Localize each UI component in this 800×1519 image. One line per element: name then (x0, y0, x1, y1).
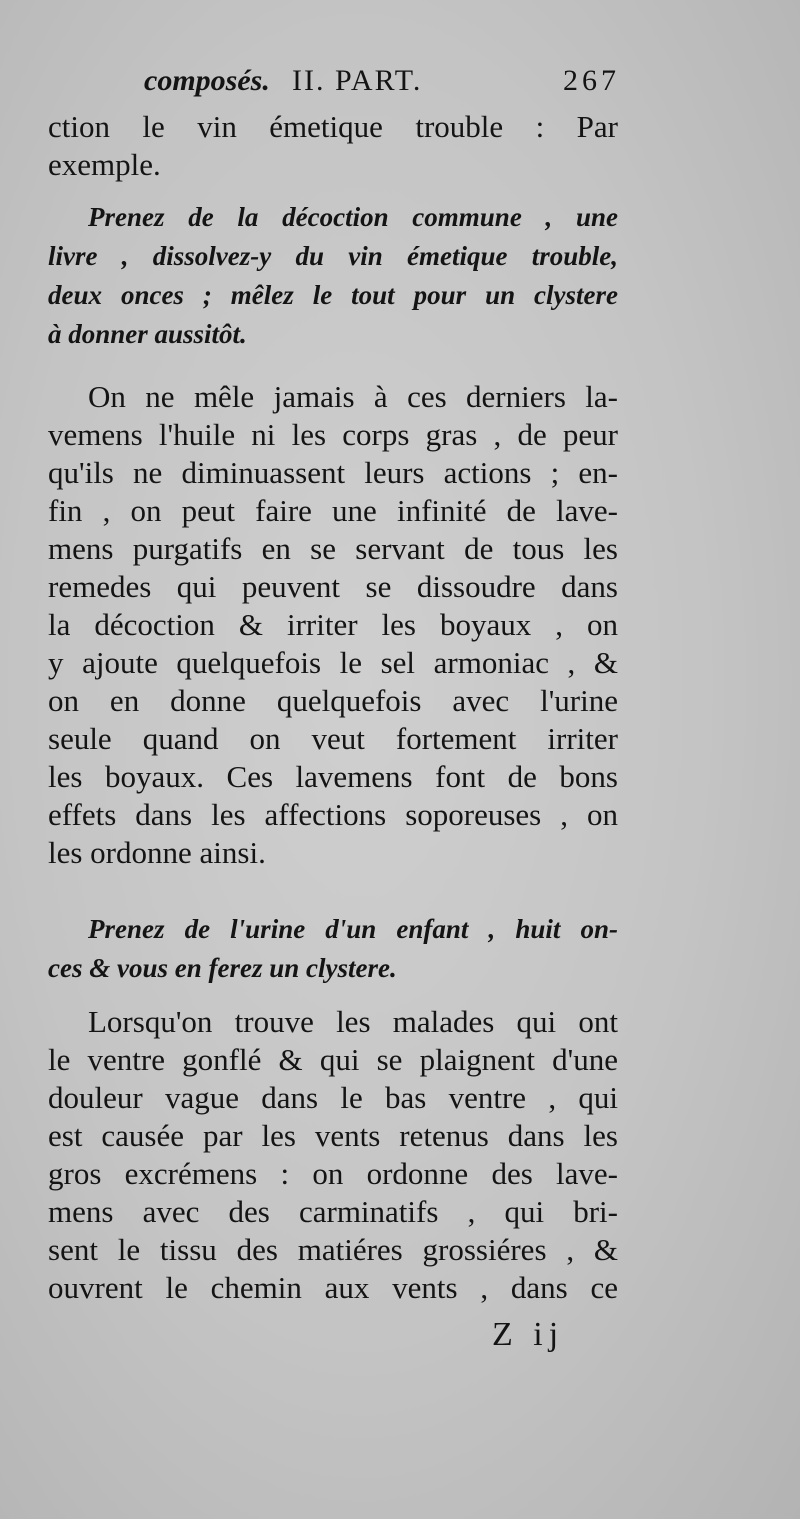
text-line: à donner aussitôt. (48, 319, 247, 349)
text-line: seule quand on veut fortement irriter (48, 721, 618, 756)
paragraph-continuation (48, 108, 618, 184)
signature-mark: Z ij (492, 1316, 565, 1353)
text-line: exemple. (48, 147, 161, 182)
text-line: On ne mêle jamais à ces derniers la- (88, 379, 618, 414)
paragraph-lavemens (48, 378, 618, 872)
header-section-title: composés. (144, 64, 270, 97)
text-line: est causée par les vents retenus dans les (48, 1118, 618, 1153)
text-line: mens purgatifs en se servant de tous les (48, 531, 618, 566)
text-line: remedes qui peuvent se dissoudre dans (48, 569, 618, 604)
text-line: vemens l'huile ni les corps gras , de peur (48, 417, 618, 452)
text-line: Prenez de la décoction commune , une (88, 202, 618, 232)
text-line: gros excrémens : on ordonne des lave- (48, 1156, 618, 1191)
text-line: les boyaux. Ces lavemens font de bons (48, 759, 618, 794)
text-line: les ordonne ainsi. (48, 835, 266, 870)
text-line: ction le vin émetique trouble : Par (48, 109, 618, 144)
text-line: effets dans les affections soporeuses , on (48, 797, 618, 832)
text-line: y ajoute quelquefois le sel armoniac , & (48, 645, 618, 680)
text-line: douleur vague dans le bas ventre , qui (48, 1080, 618, 1115)
text-line: ouvrent le chemin aux vents , dans ce (48, 1270, 618, 1305)
page-number: 267 (563, 64, 620, 97)
text-line: Prenez de l'urine d'un enfant , huit on- (88, 914, 618, 944)
paragraph-carminatifs (48, 1003, 618, 1307)
recipe-two (48, 910, 618, 988)
text-line: qu'ils ne diminuassent leurs actions ; en- (48, 455, 618, 490)
header-part: II. PART. (292, 64, 423, 97)
text-line: livre , dissolvez-y du vin émetique trouble, (48, 241, 618, 271)
text-line: fin , on peut faire une infinité de lave- (48, 493, 618, 528)
text-line: mens avec des carminatifs , qui bri- (48, 1194, 618, 1229)
running-header (130, 60, 620, 110)
text-line: sent le tissu des matiéres grossiéres , & (48, 1232, 618, 1267)
text-line: Lorsqu'on trouve les malades qui ont (88, 1004, 618, 1039)
text-line: deux onces ; mêlez le tout pour un clystere (48, 280, 618, 310)
text-line: le ventre gonflé & qui se plaignent d'une (48, 1042, 618, 1077)
recipe-one (48, 198, 618, 354)
text-line: la décoction & irriter les boyaux , on (48, 607, 618, 642)
text-line: ces & vous en ferez un clystere. (48, 953, 397, 983)
text-line: on en donne quelquefois avec l'urine (48, 683, 618, 718)
